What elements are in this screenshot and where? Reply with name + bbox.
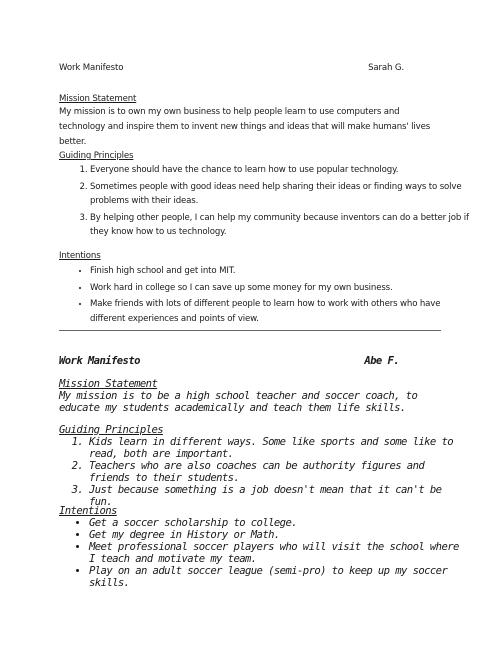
principle-item: 3. By helping other people, I can help my community because inventors can do a better job if they know how to us technology. bbox=[90, 211, 475, 240]
manifesto-header bbox=[59, 63, 404, 73]
mission-text: My mission is to be a high school teacher and soccer coach, to educate my students academically and teach them life skills. bbox=[59, 390, 418, 414]
manifesto-title: Work Manifesto bbox=[59, 63, 124, 73]
intention-item: • Finish high school and get into MIT. bbox=[90, 264, 475, 279]
principle-item: 1. Kids learn in different ways. Some like sports and some like to read, both are important. bbox=[89, 436, 469, 460]
principles-list bbox=[59, 436, 469, 508]
intentions-heading: Intentions bbox=[59, 505, 117, 517]
principles-list bbox=[59, 163, 475, 242]
manifesto-header bbox=[59, 355, 399, 367]
intentions-heading: Intentions bbox=[59, 251, 101, 261]
principles-heading: Guiding Principles bbox=[59, 424, 164, 436]
principle-item: 1. Everyone should have the chance to learn how to use popular technology. bbox=[90, 163, 475, 178]
intention-item: • Get a soccer scholarship to college. bbox=[89, 517, 469, 529]
principle-item: 2. Teachers who are also coaches can be authority figures and friends to their students. bbox=[89, 460, 469, 484]
principle-item: 2. Sometimes people with good ideas need help sharing their ideas or finding ways to solve problems with their ideas. bbox=[90, 180, 475, 209]
mission-text: My mission is to own my own business to help people learn to use computers and technology and inspire them to invent new things and ideas that will make humans' lives better. bbox=[59, 107, 431, 147]
intentions-list bbox=[59, 264, 475, 328]
mission-heading: Mission Statement bbox=[59, 378, 158, 390]
principles-heading: Guiding Principles bbox=[59, 151, 134, 161]
intention-item: • Work hard in college so I can save up some money for my own business. bbox=[90, 281, 475, 296]
mission-heading: Mission Statement bbox=[59, 94, 137, 104]
principle-item: 3. Just because something is a job doesn't mean that it can't be fun. bbox=[89, 484, 469, 508]
author-name: Abe F. bbox=[364, 355, 399, 367]
intention-item: • Make friends with lots of different people to learn how to work with others who have different experiences and points of view. bbox=[90, 297, 475, 326]
manifesto-title: Work Manifesto bbox=[59, 355, 140, 367]
section-divider bbox=[59, 330, 441, 331]
intention-item: • Play on an adult soccer league (semi-pro) to keep up my soccer skills. bbox=[89, 565, 469, 589]
intention-item: • Get my degree in History or Math. bbox=[89, 529, 469, 541]
intention-item: • Meet professional soccer players who will visit the school where I teach and motivate my team. bbox=[89, 541, 469, 565]
intentions-list bbox=[59, 517, 469, 589]
author-name: Sarah G. bbox=[368, 63, 404, 73]
